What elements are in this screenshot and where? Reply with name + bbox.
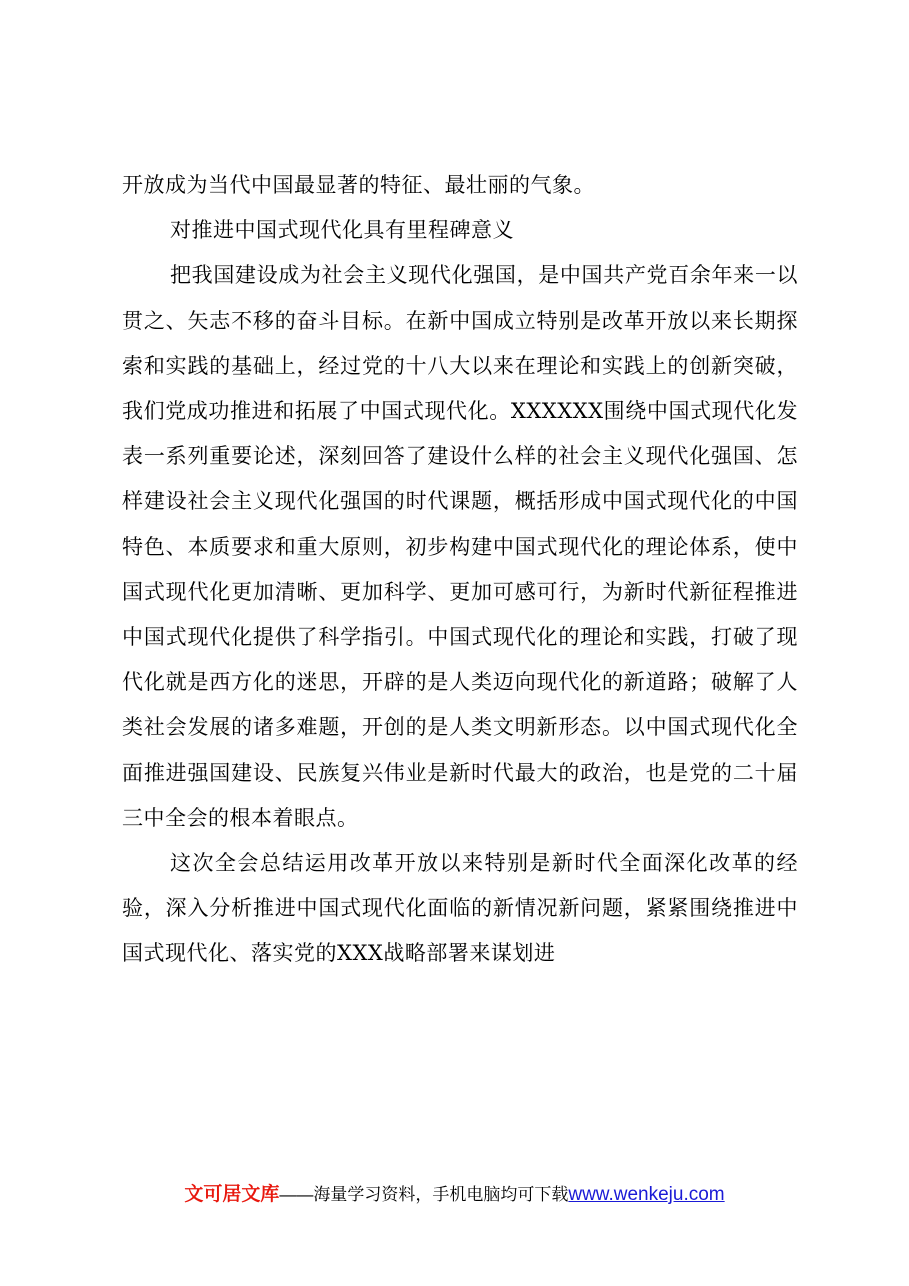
footer-slogan: ——海量学习资料，手机电脑均可下载 <box>279 1185 569 1204</box>
paragraph: 把我国建设成为社会主义现代化强国，是中国共产党百余年来一以贯之、矢志不移的奋斗目标。在新中国成立特别是改革开放以来长期探索和实践的基础上，经过党的十八大以来在理论和实践上的创新突破，我们党成功推进和拓展了中国式现代化。XXXXXX围绕中国式现代化发表一系列重要论述，深刻回答了建设什么样的社会主义现代化强国、怎样建设社会主义现代化强国的时代课题，概括形成中国式现代化的中国特色、本质要求和重大原则，初步构建中国式现代化的理论体系，使中国式现代化更加清晰、更加科学、更加可感可行，为新时代新征程推进中国式现代化提供了科学指引。中国式现代化的理论和实践，打破了现代化就是西方化的迷思，开辟的是人类迈向现代化的新道路；破解了人类社会发展的诸多难题，开创的是人类文明新形态。以中国式现代化全面推进强国建设、民族复兴伟业是新时代最大的政治，也是党的二十届三中全会的根本着眼点。 <box>122 263 798 830</box>
paragraph: 这次全会总结运用改革开放以来特别是新时代全面深化改革的经验，深入分析推进中国式现代化面临的新情况新问题，紧紧围绕推进中国式现代化、落实党的XXX战略部署来谋划进 <box>122 851 798 966</box>
document-body <box>122 163 798 977</box>
paragraph-continuation: 开放成为当代中国最显著的特征、最壮丽的气象。 <box>122 173 595 197</box>
footer-banner <box>0 1183 909 1207</box>
section-heading: 对推进中国式现代化具有里程碑意义 <box>170 218 514 243</box>
footer-brand: 文可居文库 <box>184 1184 280 1205</box>
footer-website-link[interactable]: www.wenkeju.com <box>568 1184 725 1205</box>
